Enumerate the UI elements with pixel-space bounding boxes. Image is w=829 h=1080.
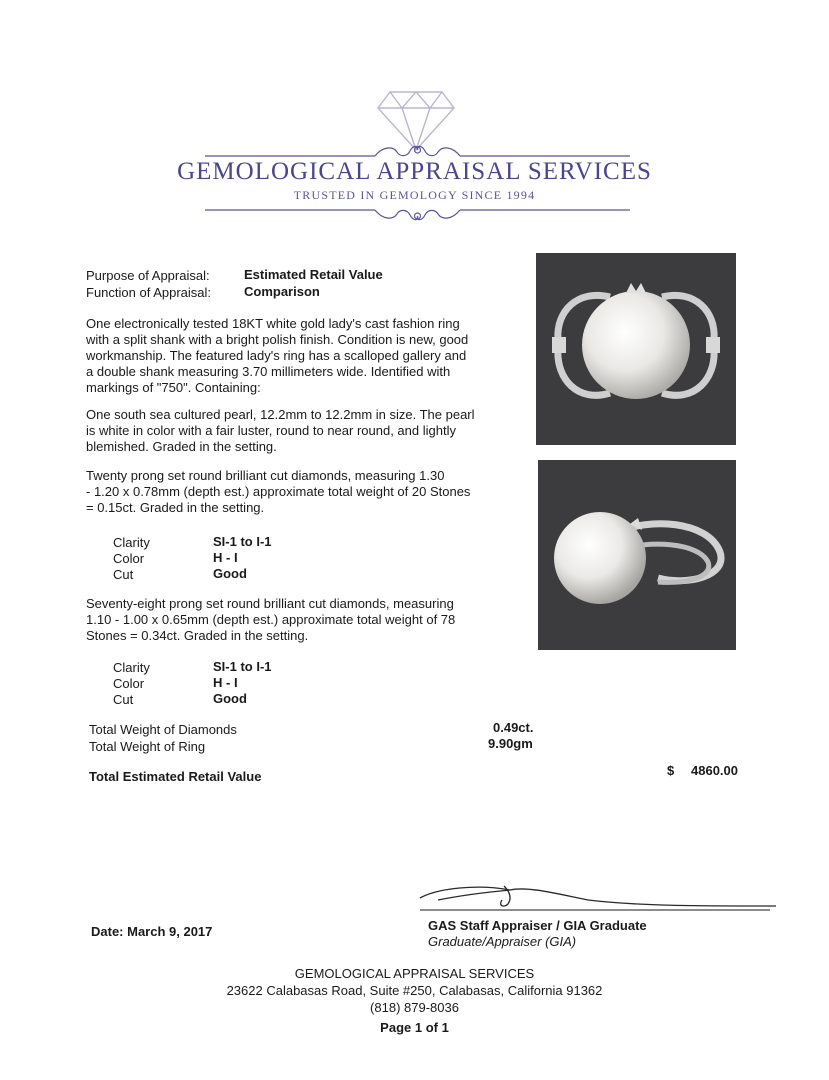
footer-address: 23622 Calabasas Road, Suite #250, Calabasas, California 91362 — [226, 983, 603, 998]
ring-top-view-icon — [536, 253, 736, 445]
grade-value: Good — [213, 566, 247, 581]
function-label: Function of Appraisal: — [86, 285, 212, 300]
total-retail-value: 4860.00 — [691, 763, 738, 778]
grade-label: Clarity — [113, 535, 150, 550]
purpose-value: Estimated Retail Value — [244, 267, 383, 282]
total-ring-value: 9.90gm — [488, 736, 533, 751]
item-description: One electronically tested 18KT white gold lady's cast fashion ring with a split shank with a bright polish finish. Condition is new, good workmanship. The featured lady's ring has a scalloped gallery and a double shank measuring 3.70 millimeters wide. Identified with markings of "750". Containing: — [86, 316, 469, 395]
footer-phone: (818) 879-8036 — [370, 1000, 459, 1015]
total-diamonds-label: Total Weight of Diamonds — [89, 722, 237, 737]
grade-label: Color — [113, 676, 145, 691]
ring-side-view-icon — [538, 460, 736, 650]
appraiser-subtitle: Graduate/Appraiser (GIA) — [428, 934, 577, 949]
ring-photo-top — [536, 253, 736, 445]
currency-symbol: $ — [667, 763, 675, 778]
page-number: Page 1 of 1 — [380, 1020, 449, 1035]
total-retail-label: Total Estimated Retail Value — [89, 769, 262, 784]
diamonds-78-description: Seventy-eight prong set round brilliant cut diamonds, measuring 1.10 - 1.00 x 0.65mm (depth est.) approximate total weight of 78 Stones = 0.34ct. Graded in the setting. — [86, 596, 456, 643]
signature-icon — [418, 876, 778, 916]
appraiser-title: GAS Staff Appraiser / GIA Graduate — [428, 918, 647, 933]
grade-value: H - I — [213, 675, 238, 690]
ring-photo-side — [538, 460, 736, 650]
grade-label: Clarity — [113, 660, 150, 675]
company-tagline: TRUSTED IN GEMOLOGY SINCE 1994 — [293, 188, 536, 202]
diamonds-20-description: Twenty prong set round brilliant cut diamonds, measuring 1.30 - 1.20 x 0.78mm (depth est.) approximate total weight of 20 Stones = 0.15ct. Graded in the setting. — [86, 468, 471, 515]
grade-value: SI-1 to I-1 — [213, 659, 272, 674]
total-ring-label: Total Weight of Ring — [89, 739, 206, 754]
grade-value: H - I — [213, 550, 238, 565]
pearl-description: One south sea cultured pearl, 12.2mm to 12.2mm in size. The pearl is white in color with a fair luster, round to near round, and lightly blemished. Graded in the setting. — [86, 407, 475, 454]
bottom-flourish-icon — [205, 203, 630, 223]
function-value: Comparison — [244, 284, 320, 299]
total-diamonds-value: 0.49ct. — [493, 720, 534, 735]
grade-label: Cut — [113, 692, 134, 707]
grade-value: Good — [213, 691, 247, 706]
appraisal-date: Date: March 9, 2017 — [91, 924, 213, 939]
company-logo-title: GEMOLOGICAL APPRAISAL SERVICES — [177, 158, 652, 185]
grade-label: Color — [113, 551, 145, 566]
grade-value: SI-1 to I-1 — [213, 534, 272, 549]
footer-company: GEMOLOGICAL APPRAISAL SERVICES — [294, 966, 535, 981]
grade-label: Cut — [113, 567, 134, 582]
purpose-label: Purpose of Appraisal: — [86, 268, 210, 283]
